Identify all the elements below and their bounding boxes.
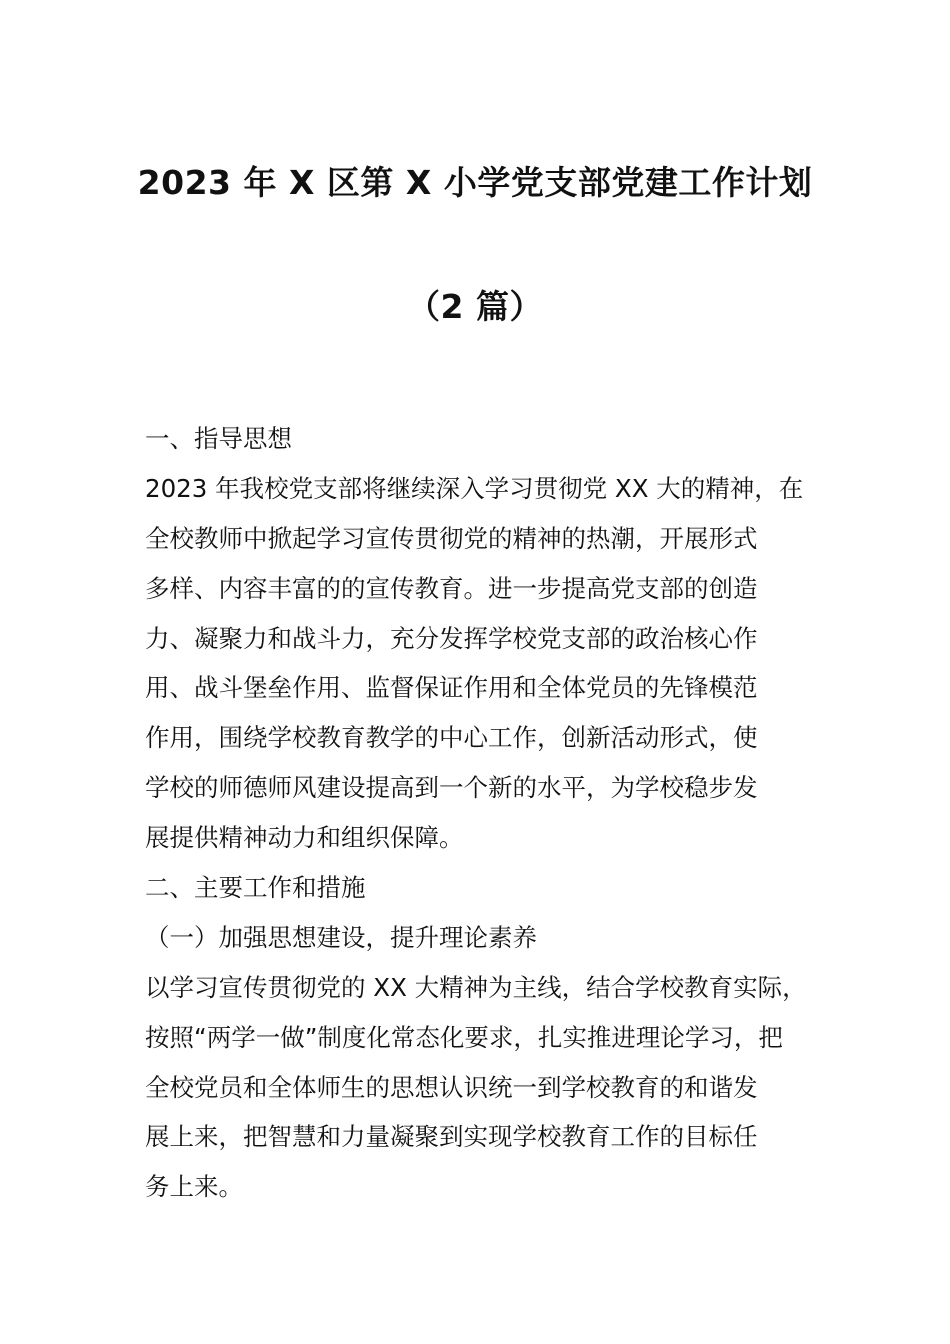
paragraph-line: 力、凝聚力和战斗力，充分发挥学校党支部的政治核心作 <box>145 623 758 653</box>
paragraph-line: 展提供精神动力和组织保障。 <box>145 823 464 853</box>
paragraph-line: 作用，围绕学校教育教学的中心工作，创新活动形式，使 <box>145 723 758 753</box>
subsection-heading-ideology: （一）加强思想建设，提升理论素养 <box>145 922 537 952</box>
document-title-line-2: （2 篇） <box>407 287 543 326</box>
paragraph-line: 多样、内容丰富的的宣传教育。进一步提高党支部的创造 <box>145 573 758 603</box>
paragraph-line: 2023 年我校党支部将继续深入学习贯彻党 XX 大的精神，在 <box>145 473 804 503</box>
paragraph-line: 按照“两学一做”制度化常态化要求，扎实推进理论学习，把 <box>145 1022 783 1052</box>
paragraph-line: 全校教师中掀起学习宣传贯彻党的精神的热潮，开展形式 <box>145 523 758 553</box>
paragraph-line: 学校的师德师风建设提高到一个新的水平，为学校稳步发 <box>145 773 758 803</box>
document-title-line-1: 2023 年 X 区第 X 小学党支部党建工作计划 <box>137 163 813 202</box>
document-body <box>145 414 835 1212</box>
paragraph-line: 用、战斗堡垒作用、监督保证作用和全体党员的先锋模范 <box>145 673 758 703</box>
paragraph-line: 全校党员和全体师生的思想认识统一到学校教育的和谐发 <box>145 1072 758 1102</box>
section-heading-guiding-ideology: 一、指导思想 <box>145 424 292 453</box>
paragraph-line: 展上来，把智慧和力量凝聚到实现学校教育工作的目标任 <box>145 1122 758 1152</box>
paragraph-line: 以学习宣传贯彻党的 XX 大精神为主线，结合学校教育实际， <box>145 972 807 1002</box>
section-heading-main-work: 二、主要工作和措施 <box>145 873 366 903</box>
paragraph-line: 务上来。 <box>145 1172 243 1202</box>
